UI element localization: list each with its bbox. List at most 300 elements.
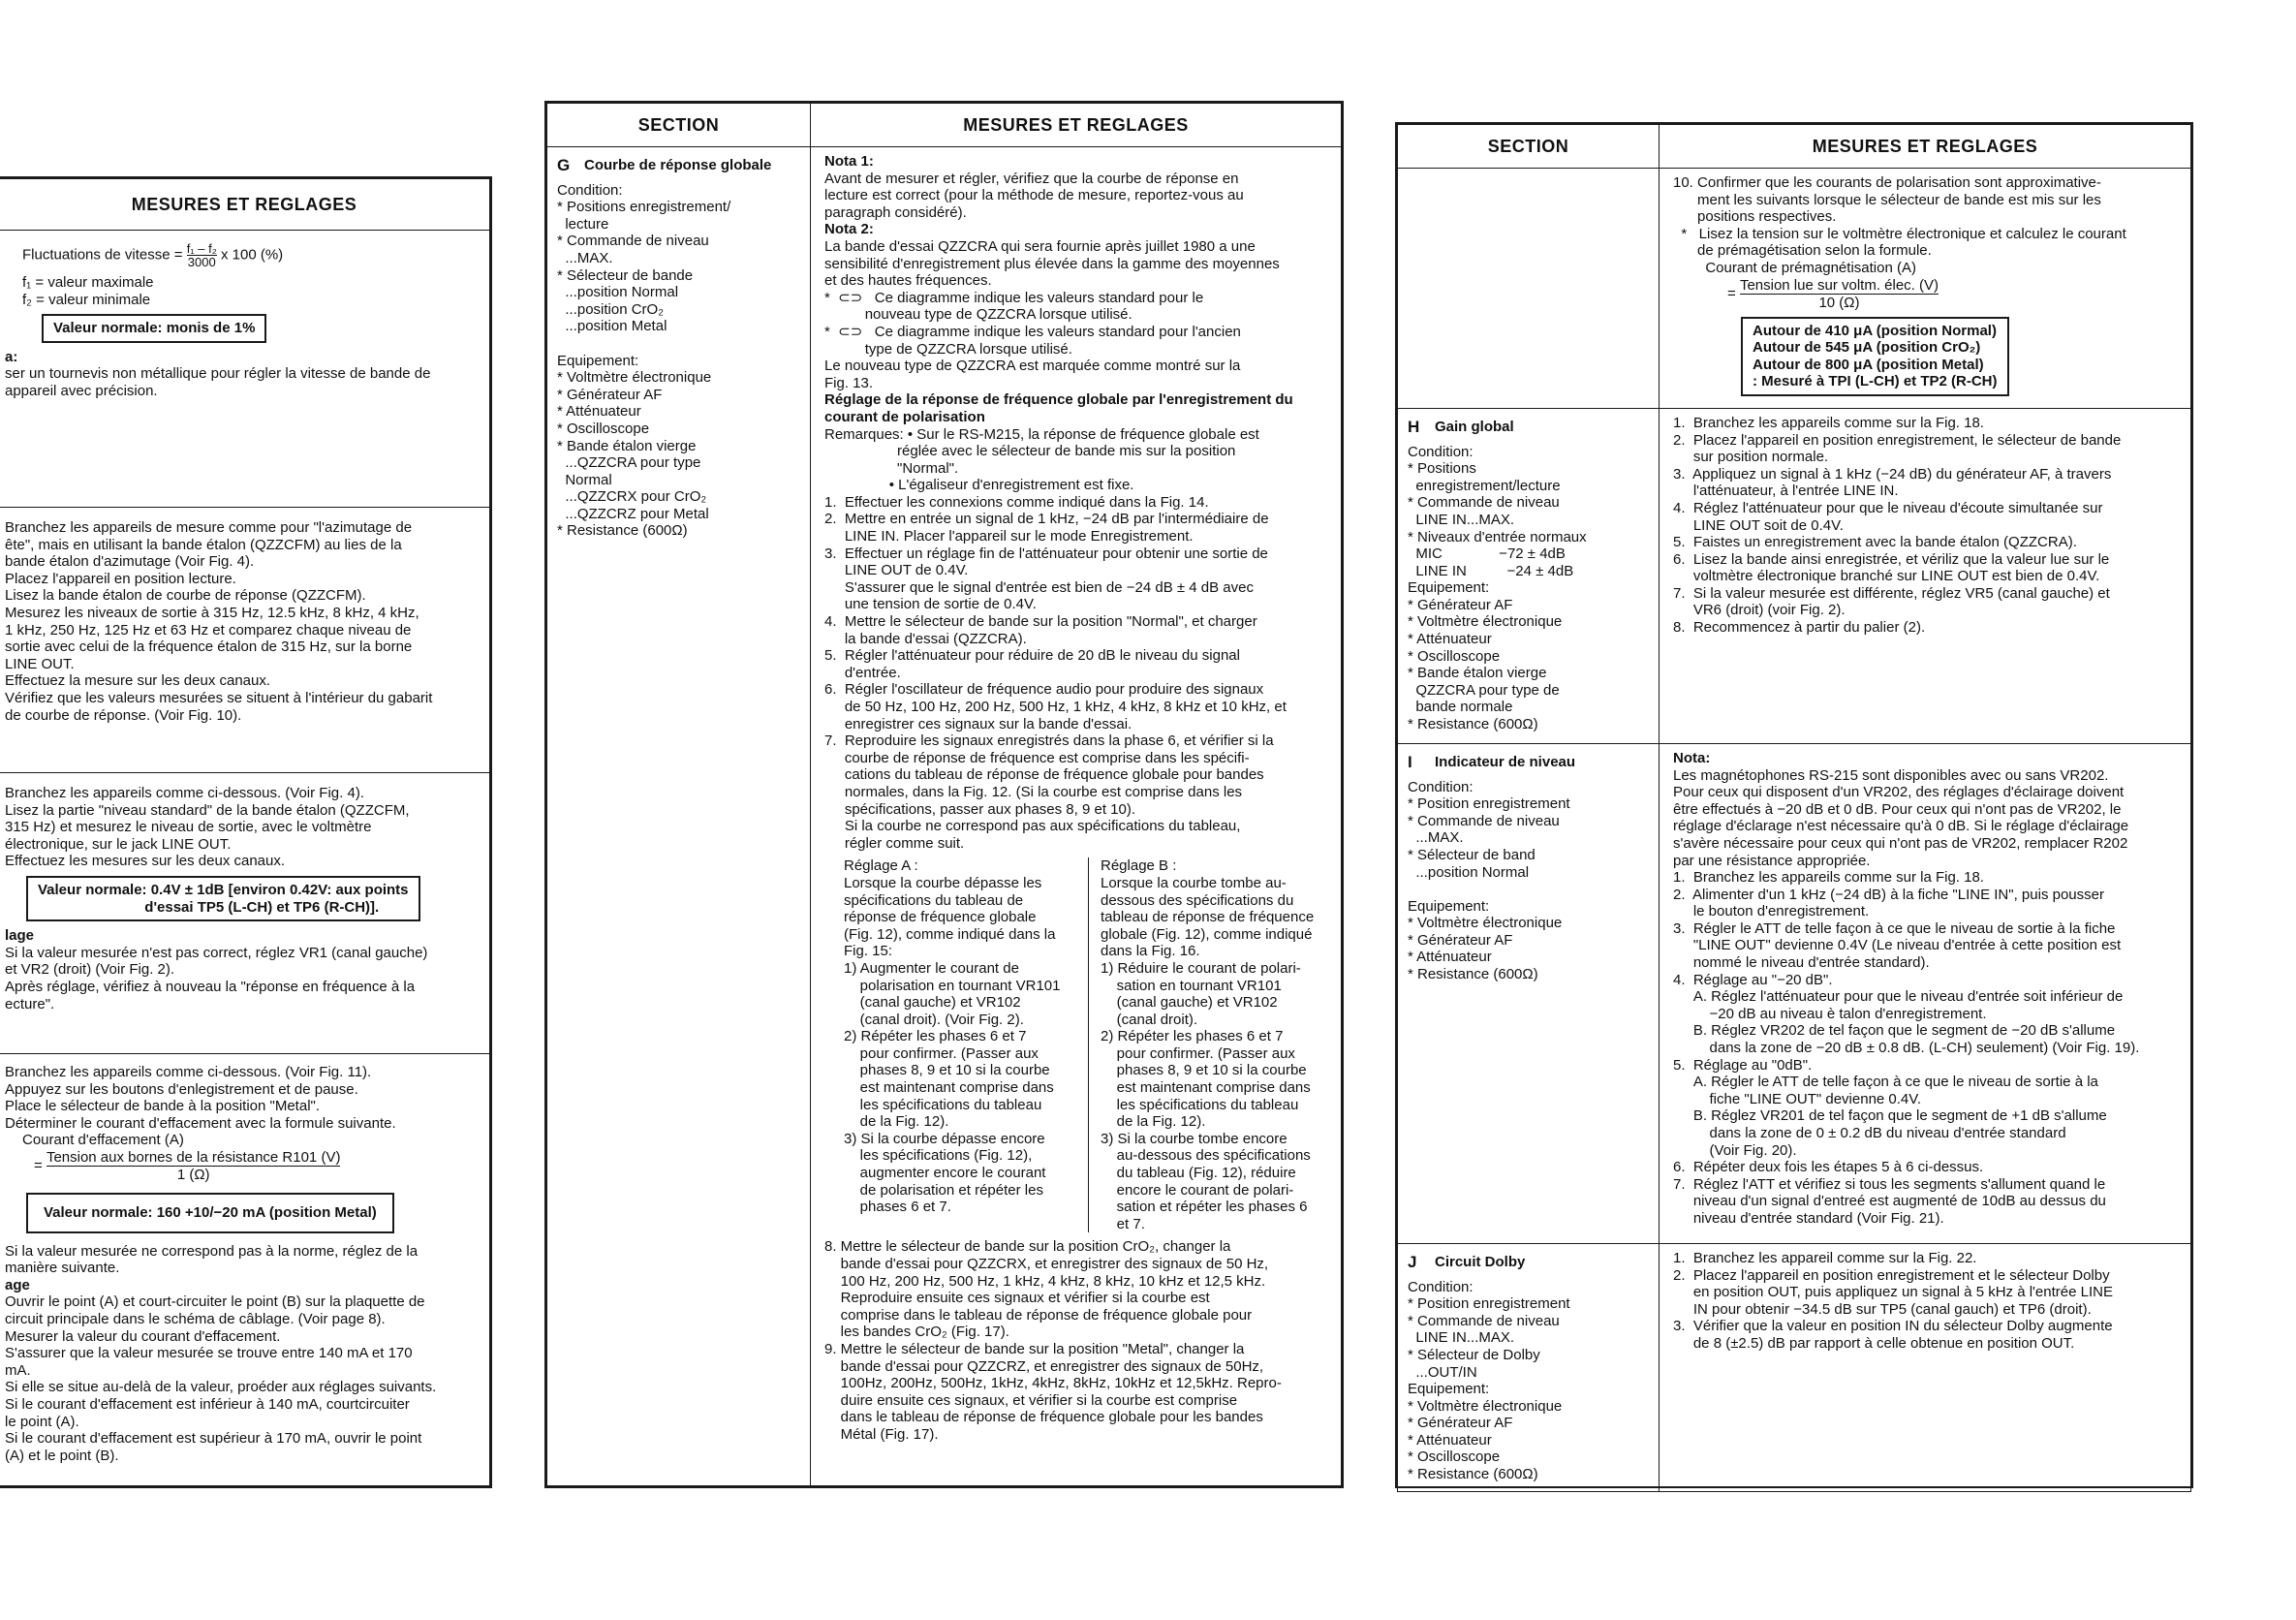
text-line: phases 8, 9 et 10 si la courbe — [844, 1062, 1050, 1079]
response-block — [0, 508, 489, 730]
text-line: 3. Appliquez un signal à 1 kHz (−24 dB) du générateur AF, à travers — [1673, 465, 2112, 483]
text-line: MIC −72 ± 4dB — [1408, 545, 1566, 563]
text-line: * Oscilloscope — [557, 420, 650, 437]
text-line: 6. Lisez la bande ainsi enregistrée, et vériliz que la valeur lue sur le — [1673, 550, 2110, 568]
text-line: Le nouveau type de QZZCRA est marquée comme montré sur la — [824, 358, 1241, 375]
text-line: * Atténuateur — [1408, 631, 1492, 648]
text-line: 2. Mettre en entrée un signal de 1 kHz, −24 dB par l'intermédiaire de — [824, 511, 1269, 528]
text-line: * Resistance (600Ω) — [1408, 1466, 1538, 1483]
text-line: de 50 Hz, 100 Hz, 200 Hz, 500 Hz, 1 kHz, 4 kHz, 8 kHz et 10 kHz, et — [824, 699, 1287, 715]
text-line: Equipement: — [1408, 897, 1490, 915]
text-line: est maintenant comprise dans — [1101, 1079, 1311, 1097]
middle-panel — [544, 101, 1344, 1488]
text-line: les spécifications du tableau — [1101, 1096, 1299, 1113]
level-normal-box — [26, 876, 420, 921]
text-line: 5. Faistes un enregistrement avec la bande étalon (QZZCRA). — [1673, 534, 2077, 551]
section-title: Circuit Dolby — [1435, 1253, 1526, 1270]
text-line: réglage d'éclarage n'est nécessaire qu'à 0 dB. Si le réglage d'éclairage — [1673, 818, 2129, 835]
text-line: 3) Si la courbe dépasse encore — [844, 1130, 1045, 1147]
text-line: Réglage de la réponse de fréquence globale par l'enregistrement du — [824, 391, 1293, 409]
text-line: Courant d'effacement (A) — [22, 1132, 184, 1149]
text-line: de la Fig. 12). — [844, 1113, 949, 1131]
text-line: régler comme suit. — [824, 834, 965, 852]
level-indicator-measures — [1660, 744, 2190, 1233]
text-line: IN pour obtenir −34.5 dB sur TP5 (canal gauch) et TP6 (droit). — [1673, 1300, 2092, 1318]
text-line: de courbe de réponse. (Voir Fig. 10). — [5, 706, 242, 724]
text-line: la bande d'essai (QZZCRA). — [824, 630, 1027, 647]
text-line: * Bande étalon vierge — [557, 437, 697, 454]
text-line: électronique, sur le jack LINE OUT. — [5, 835, 232, 853]
text-line: bande d'essai pour QZZCRX, et enregistrer des signaux de 50 Hz, — [824, 1256, 1269, 1272]
nota2-head: Nota 2: — [824, 221, 874, 238]
text-line: Lisez la partie "niveau standard" de la bande étalon (QZZCFM, — [5, 801, 410, 819]
dolby-measures — [1660, 1244, 2190, 1358]
text-line: * Commande de niveau — [1408, 1312, 1560, 1329]
text-line: sur position normale. — [1673, 449, 1829, 466]
speed-note-2: appareil avec précision. — [5, 382, 158, 399]
section-level-indicator — [1398, 744, 1659, 991]
text-line: Après réglage, vérifiez à nouveau la "réponse en fréquence à la — [5, 978, 416, 995]
level-block — [0, 773, 489, 1018]
text-line: 8. Recommencez à partir du palier (2). — [1673, 619, 1926, 637]
text-line: * Commande de niveau — [557, 233, 709, 250]
text-line: courant de polarisation — [824, 408, 985, 425]
left-header: MESURES ET REGLAGES — [0, 179, 490, 231]
text-line: réponse de fréquence globale — [844, 909, 1037, 926]
text-line: QZZCRA pour type de — [1408, 681, 1560, 699]
text-line: A. Régler le ATT de telle façon à ce que le niveau de sortie à la — [1673, 1074, 2098, 1091]
speed-note-head: a: — [5, 348, 18, 365]
text-line: enregistrement/lecture — [1408, 477, 1561, 494]
text-line: 7. Reproduire les signaux enregistrés dans la phase 6, et vérifier si la — [824, 732, 1274, 750]
section-conditions — [557, 182, 802, 540]
text-line: Vérifiez que les valeurs mesurées se situent à l'intérieur du gabarit — [5, 689, 433, 706]
text-line: 5. Réglage au "0dB". — [1673, 1056, 1813, 1074]
section-conditions — [1408, 444, 1651, 733]
text-line: (canal droit). — [1101, 1011, 1198, 1028]
text-line: Pour ceux qui disposent d'un VR202, des réglages d'éclairage doivent — [1673, 784, 2125, 801]
text-line: voltmètre électronique branché sur LINE OUT est bien de 0.4V. — [1673, 568, 2100, 585]
text-line: niveau d'entrée standard (Voir Fig. 21). — [1673, 1209, 1944, 1227]
text-line: Condition: — [1408, 1278, 1474, 1295]
right-panel — [1395, 122, 2193, 1488]
section-title: Courbe de réponse globale — [584, 157, 772, 173]
text-line: s'avère nécessaire pour ceux qui n'ont pas de VR202, remplacer R202 — [1673, 834, 2128, 852]
text-line: duire ensuite ces signaux, et vérifier si la courbe est comprise — [824, 1391, 1238, 1409]
text-line: Condition: — [557, 181, 623, 199]
text-line: * Position enregistrement — [1408, 795, 1570, 813]
text-line: * Atténuateur — [1408, 1431, 1492, 1449]
text-line: et des hautes fréquences. — [824, 272, 992, 290]
box-line: d'essai TP5 (L-CH) et TP6 (R-CH)]. — [144, 898, 380, 916]
text-line: Courant de prémagnétisation (A) — [1673, 259, 1916, 276]
text-line: Fig. 13. — [824, 374, 874, 391]
text-line: type de QZZCRA lorsque utilisé. — [824, 340, 1072, 358]
text-line: 3. Effectuer un réglage fin de l'atténuateur pour obtenir une sortie de — [824, 545, 1268, 562]
text-line: normales, dans la Fig. 12. (Si la courbe est comprise dans les — [824, 783, 1243, 800]
text-line: 7. Si la valeur mesurée est différente, réglez VR5 (canal gauche) et — [1673, 584, 2110, 602]
text-line: sensibilité d'enregistrement plus élevée dans la gamme des moyennes — [824, 255, 1280, 272]
adjustment-columns — [824, 857, 1331, 1232]
text-line: ecture". — [5, 995, 55, 1012]
erase-formula: = $\frac{\text{Tension aux bornes de la résistance R101 (V)}}{1 (\Omega)}$ — [34, 1148, 341, 1183]
text-line: * Générateur AF — [1408, 931, 1513, 949]
text-line: ...MAX. — [1408, 829, 1464, 847]
text-line: Lorsque la courbe tombe au- — [1101, 874, 1287, 891]
text-line: * Oscilloscope — [1408, 647, 1501, 665]
text-line: LINE IN −24 ± 4dB — [1408, 562, 1574, 579]
text-line: 4. Réglez l'atténuateur pour que le niveau d'écoute simultanée sur — [1673, 499, 2103, 516]
text-line: Réglage B : — [1101, 857, 1177, 875]
section-marker-g-icon: G — [557, 156, 571, 174]
text-line: (Voir Fig. 20). — [1673, 1141, 1797, 1159]
text-line: Si elle se situe au-delà de la valeur, proéder aux réglages suivants. — [5, 1379, 437, 1396]
text-line: Condition: — [1408, 778, 1474, 795]
text-line: mA. — [5, 1361, 31, 1379]
text-line: dans la Fig. 16. — [1101, 943, 1200, 960]
text-line: 2. Placez l'appareil en position enregistrement et le sélecteur Dolby — [1673, 1266, 2110, 1284]
text-line: * Voltmètre électronique — [1408, 1397, 1563, 1415]
text-line: ête", mais en utilisant la bande étalon (QZZCFM) au lies de la — [5, 536, 402, 553]
text-line: de la Fig. 12). — [1101, 1113, 1206, 1131]
text-line: 5. Régler l'atténuateur pour réduire de 20 dB le niveau du signal — [824, 647, 1240, 665]
text-line: dans la zone de −20 dB ± 0.8 dB. (L-CH) seulement) (Voir Fig. 19). — [1673, 1040, 2140, 1057]
text-line: * Atténuateur — [1408, 949, 1492, 966]
text-line: comprise dans le tableau de réponse de fréquence globale pour — [824, 1306, 1253, 1324]
bias-values — [1753, 323, 1998, 390]
text-line: 3. Vérifier que la valeur en position IN du sélecteur Dolby augmente — [1673, 1318, 2113, 1335]
section-header: SECTION — [1398, 125, 1660, 169]
text-line: 7. Réglez l'ATT et vérifiez si tous les segments s'allument quand le — [1673, 1175, 2106, 1193]
text-line: : Mesuré à TPI (L-CH) et TP2 (R-CH) — [1753, 373, 1998, 390]
text-line: niveau d'un signal d'entreé est augmenté de 10dB au dessus du — [1673, 1193, 2106, 1210]
text-line: LINE IN. Placer l'appareil sur le mode Enregistrement. — [824, 528, 1194, 545]
text-line: (canal gauche) et VR102 — [844, 994, 1021, 1012]
text-line: Branchez les appareils de mesure comme pour "l'azimutage de — [5, 519, 413, 536]
bias-heading — [824, 391, 1331, 425]
text-line: 1. Branchez les appareils comme sur la Fig. 18. — [1673, 414, 1984, 431]
text-line: * Voltmètre électronique — [1408, 915, 1563, 932]
text-line: 6. Régler l'oscillateur de fréquence audio pour produire des signaux — [824, 681, 1264, 699]
text-line: ...MAX. — [557, 249, 613, 266]
text-line: 6. Répéter deux fois les étapes 5 à 6 ci-dessus. — [1673, 1159, 1984, 1176]
left-panel — [0, 176, 492, 1488]
text-line: nommé le niveau d'entrée standard). — [1673, 954, 1930, 972]
text-line: * Sélecteur de Dolby — [1408, 1346, 1540, 1363]
text-line: augmenter encore le courant — [844, 1165, 1046, 1182]
remarks — [824, 426, 1331, 494]
text-line: * Bande étalon vierge — [1408, 665, 1547, 682]
text-line: * Atténuateur — [557, 403, 641, 421]
text-line: circuit principale dans le schéma de câblage. (Voir page 8). — [5, 1310, 386, 1327]
text-line: phases 8, 9 et 10 si la courbe — [1101, 1062, 1307, 1079]
text-line: * Commande de niveau — [1408, 494, 1560, 512]
nota2-text — [824, 238, 1331, 391]
text-line: A. Réglez l'atténuateur pour que le niveau d'entrée soit inférieur de — [1673, 988, 2124, 1006]
text-line: "LINE OUT" devienne 0.4V (Le niveau d'entrée à cette position est — [1673, 937, 2122, 954]
text-line: LINE IN...MAX. — [1408, 511, 1515, 528]
speed-fraction: $\frac{\text{f₁ – f₂}}{3000}$ — [186, 241, 217, 269]
text-line: de prémagétisation selon la formule. — [1673, 242, 1932, 260]
speed-def-2: f₂ = valeur minimale — [22, 291, 151, 308]
text-line: Si la courbe ne correspond pas aux spécifications du tableau, — [824, 818, 1241, 835]
text-line: et 7. — [1101, 1215, 1145, 1232]
text-line: Placez l'appareil en position lecture. — [5, 570, 236, 587]
text-line: être effectués à −20 dB et 0 dB. Pour ceux qui n'ont pas de VR202, le — [1673, 800, 2122, 818]
text-line: Fig. 15: — [844, 943, 893, 960]
text-line: * Voltmètre électronique — [557, 369, 712, 387]
steps-8-9 — [824, 1238, 1331, 1443]
speed-note-1: ser un tournevis non métallique pour régler la vitesse de bande de — [5, 365, 431, 383]
section-marker-j-icon: J — [1408, 1252, 1417, 1271]
text-line: Métal (Fig. 17). — [824, 1425, 939, 1443]
text-line: une tension de sortie de 0.4V. — [824, 596, 1037, 613]
text-line: * Niveaux d'entrée normaux — [1408, 528, 1587, 545]
text-line: spécifications, passer aux phases 8, 9 et 10). — [824, 800, 1136, 818]
text-line: en position OUT, puis appliquez un signal à 5 kHz à l'entrée LINE — [1673, 1284, 2113, 1301]
text-line: de 8 (±2.5) dB par rapport à celle obtenue en position OUT. — [1673, 1334, 2075, 1352]
text-line: LINE OUT soit de 0.4V. — [1673, 516, 1844, 534]
section-conditions — [1408, 1279, 1651, 1483]
text-line: par une résistance appropriée. — [1673, 852, 1871, 869]
text-line: sation en tournant VR101 — [1101, 977, 1282, 994]
text-line: (Fig. 12), comme indiqué dans la — [844, 925, 1056, 943]
text-line: (A) et le point (B). — [5, 1447, 119, 1464]
text-line: * Sélecteur de band — [1408, 846, 1536, 863]
text-line: Mesurer la valeur du courant d'effacement. — [5, 1327, 281, 1345]
text-line: * Resistance (600Ω) — [557, 522, 688, 540]
text-line: • L'égaliseur d'enregistrement est fixe. — [824, 477, 1134, 494]
text-line: 3) Si la courbe tombe encore — [1101, 1130, 1288, 1147]
sub-head: age — [5, 1276, 30, 1293]
text-line — [1408, 881, 1651, 898]
text-line: ...position Normal — [557, 284, 679, 301]
erase-block — [0, 1054, 489, 1470]
speed-formula: Fluctuations de vitesse = $\frac{\text{f₁ – f₂}}{3000}$ x 100 (%) — [22, 241, 284, 269]
text-line: Si la valeur mesurée ne correspond pas à la norme, réglez de la — [5, 1242, 419, 1260]
text-line: globale (Fig. 12), comme indiqué — [1101, 925, 1313, 943]
text-line: le point (A). — [5, 1413, 79, 1430]
text-line: positions respectives. — [1673, 208, 1837, 226]
text-line: * Commande de niveau — [1408, 812, 1560, 829]
text-line: * ⊂⊃ Ce diagramme indique les valeurs standard pour le — [824, 289, 1204, 306]
section-title: Gain global — [1435, 418, 1514, 435]
section-marker-h-icon: H — [1408, 417, 1420, 436]
text-line: * Sélecteur de bande — [557, 266, 694, 284]
nota1-text — [824, 171, 1331, 222]
text-line: dessous des spécifications du — [1101, 891, 1294, 909]
section-overall-response — [547, 147, 810, 547]
section-marker-i-icon: I — [1408, 752, 1412, 771]
text-line: courbe de réponse de fréquence est comprise dans les spécifi- — [824, 749, 1250, 766]
text-line: LINE OUT de 0.4V. — [824, 562, 969, 579]
text-line: 100Hz, 200Hz, 500Hz, 1kHz, 4kHz, 8kHz, 10kHz et 12,5kHz. Repro- — [824, 1375, 1282, 1392]
text-line: 10. Confirmer que les courants de polarisation sont approximative- — [1673, 174, 2101, 191]
text-line: Si le courant d'effacement est inférieur à 140 mA, courtcircuiter — [5, 1395, 410, 1413]
text-line: du tableau (Fig. 12), réduire — [1101, 1165, 1296, 1182]
text-line: * Positions enregistrement/ — [557, 199, 731, 216]
text-line: pour confirmer. (Passer aux — [844, 1044, 1039, 1062]
text-line: Reproduire ensuite ces signaux et vérifier si la courbe est — [824, 1290, 1210, 1307]
text-line: Branchez les appareils comme ci-dessous. (Voir Fig. 4). — [5, 785, 364, 801]
text-line: spécifications du tableau de — [844, 891, 1024, 909]
text-line: bande normale — [1408, 699, 1513, 716]
empty-section-cell — [1398, 169, 1660, 409]
text-line: * Resistance (600Ω) — [1408, 716, 1538, 733]
text-line: Lorsque la courbe dépasse les — [844, 874, 1042, 891]
text-line: l'atténuateur, à l'entrée LINE IN. — [1673, 483, 1899, 500]
text-line: Place le sélecteur de bande à la position "Metal". — [5, 1098, 321, 1115]
text-line: bande étalon d'azimutage (Voir Fig. 4). — [5, 553, 255, 571]
text-line: 4. Mettre le sélecteur de bande sur la position "Normal", et charger — [824, 613, 1257, 631]
text-line: S'assurer que le signal d'entrée est bien de −24 dB ± 4 dB avec — [824, 578, 1254, 596]
text-line: * Voltmètre électronique — [1408, 613, 1563, 631]
text-line: Si le courant d'effacement est supérieur à 170 mA, ouvrir le point — [5, 1430, 422, 1448]
text-line: "Normal". — [824, 459, 959, 477]
text-line: sortie avec celui de la fréquence étalon de 315 Hz, sur la borne — [5, 639, 413, 656]
text-line: 3. Régler le ATT de telle façon à ce que le niveau de sortie à la fiche — [1673, 919, 2116, 937]
text-line: 100 Hz, 200 Hz, 500 Hz, 1 kHz, 4 kHz, 8 kHz, 10 kHz et 12,5 kHz. — [824, 1272, 1266, 1290]
bias-lines — [1673, 174, 2181, 277]
text-line: 2. Placez l'appareil en position enregistrement, le sélecteur de bande — [1673, 431, 2122, 449]
text-line: B. Réglez VR201 de tel façon que le segment de +1 dB s'allume — [1673, 1107, 2107, 1125]
nota1-head: Nota 1: — [824, 153, 874, 170]
text-line: Autour de 800 μA (position Metal) — [1753, 356, 1984, 373]
text-line: Remarques: • Sur le RS-M215, la réponse de fréquence globale est — [824, 425, 1259, 443]
speed-def-1: f₁ = valeur maximale — [22, 274, 154, 291]
text-line: ...QZZCRA pour type — [557, 454, 701, 472]
text-line: Les magnétophones RS-215 sont disponibles avec ou sans VR202. — [1673, 766, 2109, 784]
text-line: * Générateur AF — [557, 386, 663, 403]
text-line: 2) Répéter les phases 6 et 7 — [1101, 1028, 1284, 1045]
text-line: Effectuez la mesure sur les deux canaux. — [5, 672, 271, 690]
text-line: Mesurez les niveaux de sortie à 315 Hz, 12.5 kHz, 8 kHz, 4 kHz, — [5, 604, 419, 621]
text-line: 1. Branchez les appareils comme sur la Fig. 18. — [1673, 869, 1984, 887]
overall-gain-measures — [1660, 409, 2190, 642]
text-line: 1 kHz, 250 Hz, 125 Hz et 63 Hz et comparez chaque niveau de — [5, 621, 412, 639]
text-line: LINE OUT. — [5, 655, 75, 672]
text-line: le bouton d'enregistrement. — [1673, 903, 1870, 920]
overall-response-measures — [811, 147, 1341, 1449]
text-line: Déterminer le courant d'effacement avec la formule suivante. — [5, 1114, 396, 1132]
text-line: Si la valeur mesurée n'est pas correct, réglez VR1 (canal gauche) — [5, 944, 428, 961]
level-indicator-lines — [1673, 767, 2181, 1228]
text-line: * Positions — [1408, 460, 1476, 478]
text-line: (canal droit). (Voir Fig. 2). — [844, 1011, 1024, 1028]
text-line: Branchez les appareils comme ci-dessous. (Voir Fig. 11). — [5, 1064, 372, 1080]
text-line: ...position Metal — [557, 318, 667, 335]
bias-current-measures — [1660, 169, 2190, 408]
text-line: (canal gauche) et VR102 — [1101, 994, 1278, 1012]
text-line: sation et répéter les phases 6 — [1101, 1199, 1308, 1216]
measures-header: MESURES ET REGLAGES — [811, 104, 1342, 147]
box-line: Valeur normale: 0.4V ± 1dB [environ 0.42V: aux points — [38, 881, 409, 898]
text-line: Ouvrir le point (A) et court-circuiter le point (B) sur la plaquette de — [5, 1293, 425, 1311]
text-line: pour confirmer. (Passer aux — [1101, 1044, 1295, 1062]
text-line: paragraph considéré). — [824, 203, 967, 221]
section-header: SECTION — [547, 104, 811, 147]
text-line: * Générateur AF — [1408, 1415, 1513, 1432]
text-line: au-dessous des spécifications — [1101, 1147, 1311, 1165]
text-line: réglée avec le sélecteur de bande mis sur la position — [824, 443, 1236, 460]
text-line: * Position enregistrement — [1408, 1295, 1570, 1313]
text-line: Effectuez les mesures sur les deux canaux. — [5, 853, 286, 870]
text-line: 9. Mettre le sélecteur de bande sur la position "Metal", changer la — [824, 1340, 1245, 1357]
text-line: Appuyez sur les boutons d'enlegistrement et de pause. — [5, 1080, 358, 1098]
text-line: nouveau type de QZZCRA lorsque utilisé. — [824, 306, 1132, 324]
text-line: bande d'essai pour QZZCRZ, et enregistrer des signaux de 50Hz, — [824, 1357, 1264, 1375]
text-line: 1. Branchez les appareil comme sur la Fig. 22. — [1673, 1249, 1977, 1266]
section-overall-gain — [1398, 409, 1659, 741]
text-line: lecture est correct (pour la méthode de mesure, reportez-vous au — [824, 187, 1244, 204]
text-line: 2. Alimenter d'un 1 kHz (−24 dB) à la fiche "LINE IN", puis pousser — [1673, 886, 2104, 903]
section-conditions — [1408, 779, 1651, 983]
adjustment-a — [844, 857, 1074, 1232]
text-line: B. Réglez VR202 de tel façon que le segment de −20 dB s'allume — [1673, 1022, 2116, 1040]
text-line: Autour de 410 μA (position Normal) — [1753, 322, 1997, 339]
text-line: VR6 (droit) (voir Fig. 2). — [1673, 602, 1846, 619]
text-line: 1. Effectuer les connexions comme indiqué dans la Fig. 14. — [824, 493, 1209, 511]
text-line: 1) Augmenter le courant de — [844, 959, 1019, 977]
text-line: de polarisation et répéter les — [844, 1181, 1043, 1199]
text-line: Equipement: — [1408, 1381, 1490, 1398]
text-line: Autour de 545 μA (position CrO₂) — [1753, 339, 1981, 357]
text-line: dans la zone de 0 ± 0.2 dB du niveau d'entrée standard — [1673, 1125, 2066, 1141]
text-line: S'assurer que la valeur mesurée se trouve entre 140 mA et 170 — [5, 1345, 413, 1362]
text-line: Condition: — [1408, 443, 1474, 460]
text-line: ...OUT/IN — [1408, 1363, 1477, 1381]
text-line: les bandes CrO₂ (Fig. 17). — [824, 1324, 1009, 1341]
section-title: Indicateur de niveau — [1435, 753, 1576, 770]
text-line: et VR2 (droit) (Voir Fig. 2). — [5, 961, 175, 979]
text-line: tableau de réponse de fréquence — [1101, 909, 1315, 926]
text-line: ...position CrO₂ — [557, 300, 665, 318]
speed-normal-box: Valeur normale: monis de 1% — [42, 314, 266, 343]
text-line: 8. Mettre le sélecteur de bande sur la position CrO₂, changer la — [824, 1238, 1231, 1256]
text-line: Equipement: — [1408, 579, 1490, 597]
text-line: Avant de mesurer et régler, vérifiez que la courbe de réponse en — [824, 170, 1239, 187]
steps-1-7 — [824, 494, 1331, 852]
text-line: enregistrer ces signaux sur la bande d'essai. — [824, 715, 1132, 732]
text-line: * Resistance (600Ω) — [1408, 966, 1538, 983]
bias-formula: = $\frac{\text{Tension lue sur voltm. élec. (V)}}{10 (\Omega)}$ — [1727, 276, 1939, 311]
text-line: lecture — [557, 215, 609, 233]
erase-normal-box: Valeur normale: 160 +10/−20 mA (position Metal) — [26, 1193, 394, 1233]
text-line: cations du tableau de réponse de fréquence globale pour bandes — [824, 766, 1264, 784]
text-line: encore le courant de polari- — [1101, 1181, 1294, 1199]
text-line: les spécifications du tableau — [844, 1096, 1042, 1113]
measures-header: MESURES ET REGLAGES — [1660, 125, 2191, 169]
text-line: ...QZZCRZ pour Metal — [557, 505, 709, 522]
bias-values-box — [1741, 317, 2009, 396]
text-line: La bande d'essai QZZCRA qui sera fournie après juillet 1980 a une — [824, 237, 1256, 255]
text-line: 1) Réduire le courant de polari- — [1101, 959, 1301, 977]
section-dolby-circuit — [1398, 1244, 1659, 1491]
nota-head: Nota: — [1673, 749, 1711, 766]
text-line: d'entrée. — [824, 664, 901, 681]
text-line: 4. Réglage au "−20 dB". — [1673, 971, 1833, 988]
text-line: Réglage A : — [844, 857, 918, 875]
text-line: −20 dB au niveau è talon d'enregistrement. — [1673, 1005, 1987, 1022]
text-line: phases 6 et 7. — [844, 1199, 951, 1216]
text-line: est maintenant comprise dans — [844, 1079, 1054, 1097]
text-line: fiche "LINE OUT" devienne 0.4V. — [1673, 1090, 1922, 1107]
sub-head: lage — [5, 927, 35, 945]
text-line: dans le tableau de réponse de fréquence globale pour les bandes — [824, 1409, 1263, 1426]
text-line: ...QZZCRX pour CrO₂ — [557, 488, 707, 506]
text-line: Normal — [557, 471, 612, 488]
text-line: * Oscilloscope — [1408, 1449, 1501, 1466]
